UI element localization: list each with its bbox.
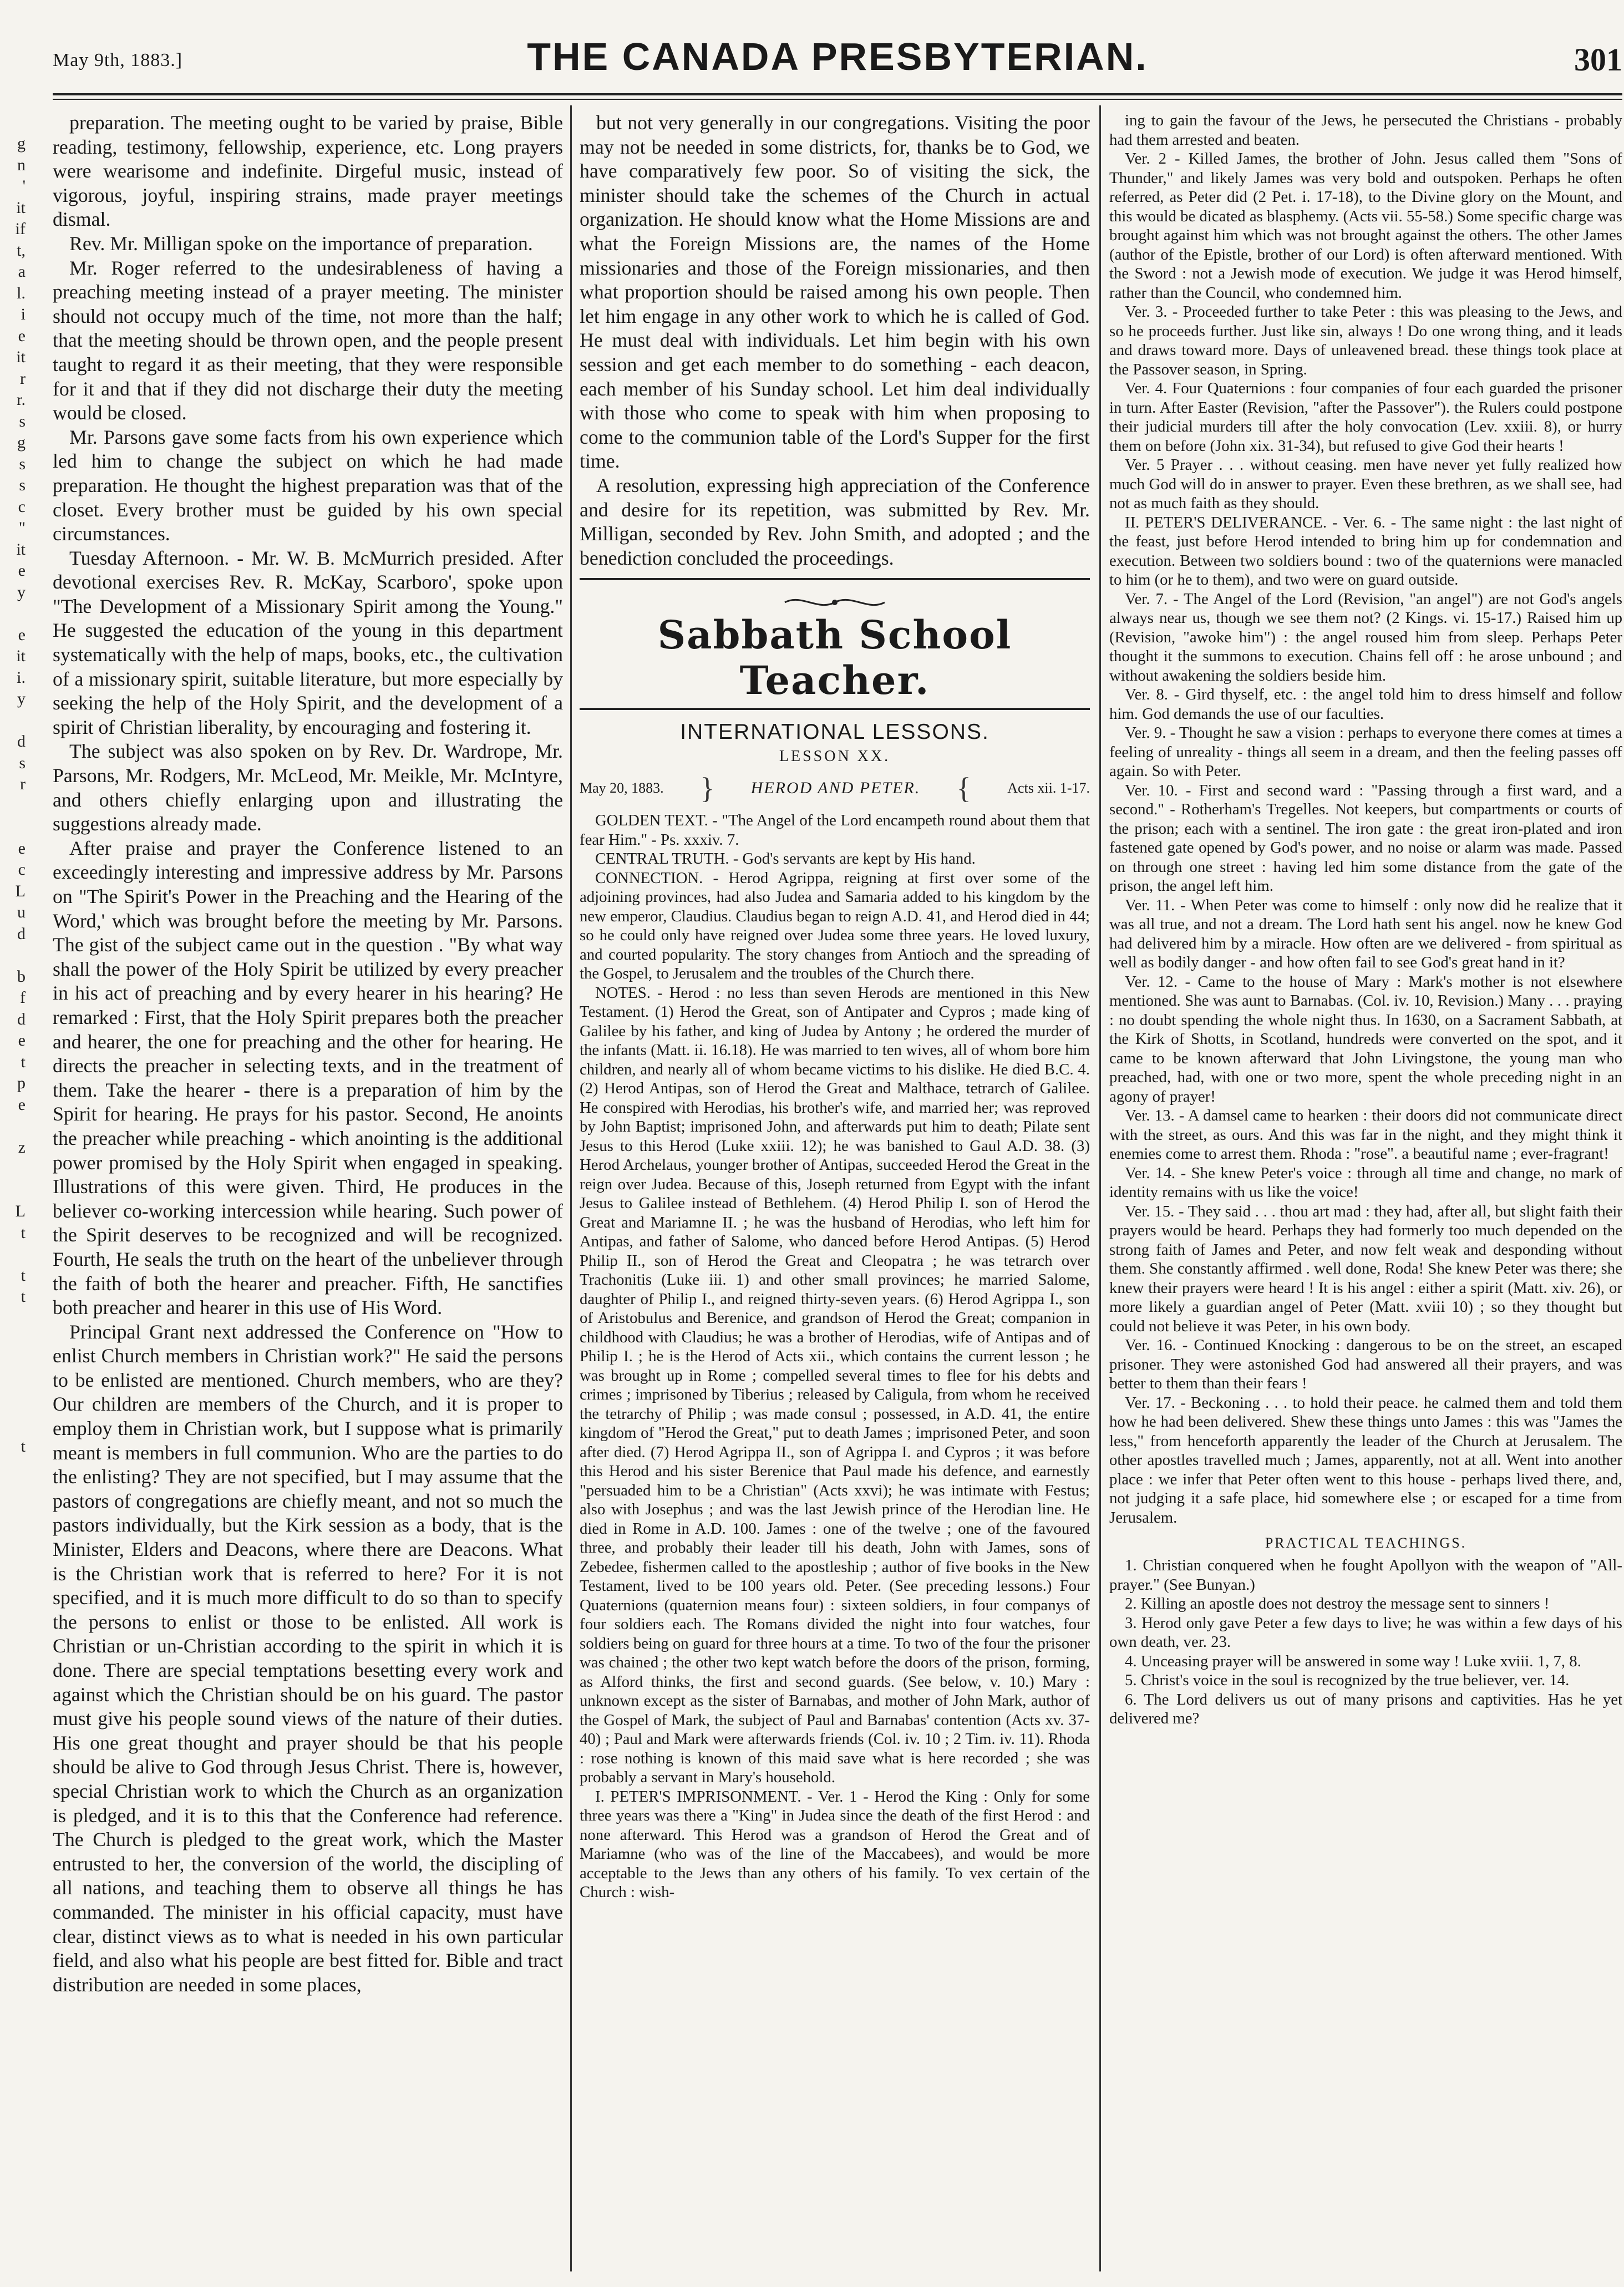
column-rule [1099, 105, 1101, 2271]
column-lesson-verses [1109, 111, 1622, 2274]
facing-page-gutter [0, 133, 26, 2287]
gutter-fragment: e [18, 326, 26, 345]
page-header [53, 22, 1622, 83]
verse-notes [1109, 111, 1622, 1527]
verse-paragraph: Ver. 13. - A damsel came to hearken : their doors did not communicate direct with the street, as ours. And this was far in the night, and they might think it enemies come to arrest them. Rhoda : "rose". a beautiful name ; ever-fragrant! [1109, 1107, 1622, 1163]
gutter-fragment: r [20, 369, 26, 388]
gutter-fragment [0, 1393, 26, 1415]
article-paragraph: Rev. Mr. Milligan spoke on the importance of preparation. [69, 232, 533, 255]
gutter-fragment: d [17, 924, 26, 943]
lesson-paragraph: CENTRAL TRUTH. - God's servants are kept by His hand. [595, 850, 976, 868]
gutter-fragment: t [21, 1437, 26, 1456]
gutter-fragment: ' [22, 177, 26, 195]
gutter-fragment: y [17, 689, 26, 708]
verse-paragraph: Ver. 16. - Continued Knocking : dangerous to be on the street, an escaped prisoner. They were astonished God had answered all their prayers, and was better to them than their fears ! [1109, 1336, 1622, 1392]
practical-list [1109, 1556, 1622, 1728]
gutter-fragment: z [18, 1138, 26, 1157]
issue-date: May 9th, 1883.] [53, 50, 183, 70]
gutter-fragment: t, [17, 241, 26, 260]
gutter-fragment [0, 1308, 26, 1330]
gutter-fragment [0, 1585, 26, 1607]
gutter-fragment [0, 1457, 26, 1479]
verse-paragraph: Ver. 14. - She knew Peter's voice : through all time and change, no mark of identity remains with us like the voice! [1109, 1164, 1622, 1201]
verse-paragraph: Ver. 9. - Thought he saw a vision : perhaps to everyone there comes at times a feeling of unreality - things all seem in a dream, and then the feeling passes off again. So with Peter. [1109, 724, 1622, 780]
gutter-fragment [0, 1158, 26, 1180]
article-paragraph: Principal Grant next addressed the Conference on "How to enlist Church members in Christian work?" He said the persons to be enlisted are mentioned. Church members, who are they? Our children are members of the Church, and it is proper to employ them in Christian work, but I suppose what is primarily meant is members in full communion. Who are the parties to do the enlisting? They are not specified, but I may assume that the pastors of congregations are chiefly meant, and not so much the pastors individually, but the Kirk session as a body, that is the Minister, Elders and Deacons, where there are Deacons. What is the Christian work that is referred to here? For it is not specified, and it is much more difficult to do so than to specify the persons to enlist or those to be enlisted. All work is Christian or un-Christian according to the spirit in which it is done. There are special temptations besetting every work and against which the Christian should be on his guard. The pastor must give his people sound views of the nature of their duties. His one great thought and prayer should be that his people should be alive to God through Jesus Christ. There is, however, special Christian work to which the Church as an organization is pledged, and it is to this that the Conference had reference. The Church is pledged to the great work, which the Master entrusted to her, the conversion of the world, the discipling of all nations, and teaching them to observe all things he has commanded. The minister in his official capacity, must have clear, distinct views as to what is needed in his own particular field, and also what his people are best fitted for. Bible and tract distribution are needed in some places, [53, 1320, 563, 1996]
gutter-fragment [0, 945, 26, 966]
gutter-fragment: e [18, 1095, 26, 1114]
gutter-fragment: g [17, 134, 26, 153]
gutter-fragment: c [18, 497, 26, 516]
lessons-heading: INTERNATIONAL LESSONS. [680, 720, 989, 744]
gutter-fragment [0, 1543, 26, 1564]
gutter-fragment [0, 795, 26, 817]
article-paragraph: Tuesday Afternoon. - Mr. W. B. McMurrich presided. After devotional exercises Rev. R. McKay, Scarboro', spoke upon "The Development of a Missionary Spirit among the Young." He suggested the education of the young in this department systematically with the help of maps, books, etc., the cultivation of a missionary spirit, suitable literature, but more especially by seeking the help of the Holy Spirit, and the development of a spirit of Christian liberality, by encouraging and fostering it. [53, 546, 563, 738]
article-paragraph: preparation. The meeting ought to be varied by praise, Bible reading, testimony, fellowship, experience, etc. Long prayers were wearisome and indefinite. Dirgeful music, instead of vigorous, joyful, inspiring strains, made prayer meetings dismal. [53, 111, 563, 231]
gutter-fragment [0, 1671, 26, 1692]
gutter-fragment: s [19, 412, 26, 430]
lesson-paragraph: I. PETER'S IMPRISONMENT. - Ver. 1 - Herod the King : Only for some three years was there a "King" in Judea since the death of the first Herod : and none afterward. This Herod was a grandson of Herod the Great and of Mariamne (who was of the line of the Maccabees), and would be more acceptable to the Jews than any others of his family. To vex certain of the Church : wish- [580, 1787, 1090, 1901]
verse-paragraph: Ver. 10. - First and second ward : "Passing through a first ward, and a second." - Rotherham's Tregelles. Not keepers, but compartments or courts of the prison; each with a sentinel. The iron gate : the great iron-plated and iron fastened gate opened by God's power, and no noise or alarm was made. Passed on through one street : having led him some distance from the gate of the prison, the angel left him. [1109, 781, 1622, 895]
gutter-fragment: " [18, 519, 26, 537]
verse-paragraph: Ver. 3. - Proceeded further to take Peter : this was pleasing to the Jews, and so he proceeds further. Just like sin, always ! Do one wrong thing, and it leads and draws toward more. Days of unleavened bread. these things took place at the Passover season, in Spring. [1109, 303, 1622, 378]
article-paragraph: Mr. Parsons gave some facts from his own experience which led him to change the subject on which he had made preparation. He thought the highest preparation was that of the closet. Every brother must be guided by his own special circumstances. [53, 425, 563, 545]
verse-paragraph: Ver. 11. - When Peter was come to himself : only now did he realize that it was all true, and not a dream. The Lord hath sent his angel. now he knew God had delivered him by a miracle. How often are we delivered - from spiritual as well as bodily danger - and how often fail to see God's great hand in it? [1109, 896, 1622, 971]
gutter-fragment: l. [17, 283, 26, 302]
gutter-fragment: e [18, 561, 26, 580]
gutter-fragment: L [15, 1202, 26, 1220]
gutter-fragment [0, 710, 26, 732]
gutter-fragment: y [17, 582, 26, 601]
section-banner [580, 578, 1090, 710]
article-paragraph: A resolution, expressing high appreciation of the Conference and desire for its repetition, was submitted by Rev. Mr. Milligan, seconded by Rev. John Smith, and adopted ; and the benediction concluded the proceedings. [580, 474, 1090, 569]
lesson-paragraph: CONNECTION. - Herod Agrippa, reigning at first over some of the adjoining provinces, had also Judea and Samaria added to his kingdom by the new emperor, Claudius. Claudius began to reign A.D. 41, and Herod died in 44; so he could only have reigned over Judea some three years. He loved luxury, and courted popularity. The story changes from Antioch and the spreading of the Gospel, to Jerusalem and the troubles of the Church there. [580, 869, 1090, 983]
practical-teaching-item: 2. Killing an apostle does not destroy the message sent to sinners ! [1125, 1595, 1550, 1612]
gutter-fragment: L [15, 881, 26, 900]
gutter-fragment: g [17, 433, 26, 452]
gutter-fragment [0, 1329, 26, 1351]
lesson-reference: Acts xii. 1-17. [1007, 780, 1090, 797]
masthead-title: THE CANADA PRESBYTERIAN. [527, 35, 1148, 78]
gutter-fragment: it [16, 348, 26, 366]
practical-teaching-item: 1. Christian conquered when he fought Apollyon with the weapon of "All-prayer." (See Bunyan.) [1109, 1556, 1622, 1594]
gutter-fragment [0, 1479, 26, 1500]
gutter-fragment: s [19, 454, 26, 473]
column-conference-report [53, 111, 563, 2274]
gutter-fragment [0, 1244, 26, 1265]
practical-teaching-item: 4. Unceasing prayer will be answered in some way ! Luke xviii. 1, 7, 8. [1125, 1652, 1581, 1670]
column-rule [570, 105, 572, 2271]
gutter-fragment [0, 1522, 26, 1543]
gutter-fragment [0, 1414, 26, 1436]
gutter-fragment: d [17, 1010, 26, 1028]
gutter-fragment [0, 1650, 26, 1671]
practical-teaching-item: 6. The Lord delivers us out of many prisons and captivities. Has he yet delivered me? [1109, 1690, 1622, 1727]
lesson-paragraph: NOTES. - Herod : no less than seven Herods are mentioned in this New Testament. (1) Herod the Great, son of Antipater and Cypros ; made king of Galilee by his father, and king of Judea by Antony ; he ordered the murder of the infants (Matt. ii. 16.18). He was married to ten wives, all of whom bore him children, and nearly all of whom became victims to his dislike. He died B.C. 4. (2) Herod Antipas, son of Herod the Great and Malthace, tetrarch of Galilee. He conspired with Herodias, his brother's wife, and married her; was reproved by John Baptist; imprisoned John, and afterwards put him to death; Pilate sent Jesus to this Herod (Luke xxiii. 12); he was banished to Gaul A.D. 38. (3) Herod Archelaus, younger brother of Antipas, succeeded Herod the Great in the reign over Judea. Because of this, Joseph returned from Egypt with the infant Jesus to Galilee instead of Bethlehem. (4) Herod Philip I. son of Herod the Great and Mariamne II. ; he was the husband of Herodias, who left him for Antipas, and father of Salome, who danced before Herod Antipas. (5) Herod Philip II., son of Herod the Great and Cleopatra ; he was tetrarch over Trachonitis (Luke iii. 1) and other small provinces; he married Salome, daughter of Philip I., and reigned thirty-seven years. (6) Herod Agrippa I., son of Aristobulus and Berenice, and grandson of Herod the Great; companion in childhood with Claudius; he was a brother of Herodias, wife of Antipas and of Philip I. ; he is the Herod of Acts xii., which contains the current lesson ; he was brought up in Rome ; compelled several times to flee for his debts and crimes ; imprisoned by Tiberius ; released by Caligula, from whom he received the tetrarchy of Philip ; was made consul ; possessed, in A.D. 41, the entire kingdom of "Herod the Great," put to death James ; imprisoned Peter, and soon after died. (7) Herod Agrippa II., son of Agrippa I. and Cypros ; it was before this Herod and his sister Berenice that Paul made his defence, and earnestly "persuaded him to be a Christian" (Acts xxvi); he was intimate with Festus; also with Josephus ; and was the last Jewish prince of the Herodian line. He died in Rome in A.D. 100. James : one of the twelve ; one of the favoured three, and probably their leader till his death, John with James, sons of Zebedee, fishermen called to the apostleship ; author of five books in the New Testament, lived to be 100 years old. Peter. (See preceding lessons.) Four Quaternions (quaternion means four) : sixteen soldiers, in four companys of four soldiers each. The Romans divided the night into four watches, four soldiers being on guard for three hours at a time. To two of the four the prisoner was chained ; the other two kept watch before the doors of the prison, forming, as Alford thinks, the first and second guards. (See below, v. 10.) Mary : unknown except as the sister of Barnabas, and mother of John Mark, author of the Gospel of Mark, the subject of Paul and Barnabas' contention (Acts xv. 37-40) ; Paul and Mark were afterwards friends (Col. iv. 10 ; 2 Tim. iv. 11). Rhoda : rose nothing is known of this maid save what is here recorded ; she was probably a servant in Mary's household. [580, 983, 1090, 1787]
gutter-fragment: it [16, 198, 26, 217]
lesson-number: LESSON XX. [779, 748, 891, 765]
gutter-fragment: t [21, 1266, 26, 1285]
gutter-fragment [0, 817, 26, 838]
brace-icon: { [956, 772, 971, 805]
gutter-fragment: e [18, 625, 26, 644]
gutter-fragment: i. [17, 668, 26, 687]
gutter-fragment: p [17, 1074, 26, 1092]
practical-heading: PRACTICAL TEACHINGS. [1265, 1535, 1467, 1551]
gutter-fragment: e [18, 1031, 26, 1049]
gutter-fragment: t [21, 1287, 26, 1306]
practical-teaching-item: 3. Herod only gave Peter a few days to live; he was within a few days of his own death, ver. 23. [1109, 1614, 1622, 1651]
article-paragraph: but not very generally in our congregations. Visiting the poor may not be needed in some districts, for, thanks be to God, we have comparatively few poor. So of visiting the sick, the minister should take the schemes of the Church in actual organization. He should know what the Home Missions are and what the Foreign Missions are, the names of the Home missionaries and those of the Foreign missionaries, and then what proportion should be raised among his own people. Then let him engage in any other work to which he is called of God. He must deal with individuals. Let him begin with his own session and get each member to do something - each deacon, each member of his Sunday school. Let him deal individually with those who come to speak with him when proposing to come to the communion table of the Lord's Supper for the first time. [580, 111, 1090, 473]
gutter-fragment [0, 603, 26, 625]
brace-icon: } [700, 772, 715, 805]
lesson-meta [580, 772, 1090, 805]
header-rule [53, 93, 1622, 100]
verse-paragraph: Ver. 15. - They said . . . thou art mad : they had, after all, but slight faith their prayers would be heard. Perhaps they had formerly too much depended on the strong faith of James and Peter, and now felt weak and desponding without them. She constantly affirmed . well done, Roda! She knew Peter was there; she knew their prayers were heard ! It is his angel : either a spirit (Matt. xiv. 26), or more likely a guardian angel of Peter (Matt. xviii 10) ; so they thought but could not believe it was Peter, in his own body. [1109, 1202, 1622, 1335]
gutter-fragment [0, 1628, 26, 1650]
verse-paragraph: II. PETER'S DELIVERANCE. - Ver. 6. - The same night : the last night of the feast, just before Herod intended to bring him up for condemnation and execution. Between two soldiers bound : two of the quaternions were manacled to him (or he to them), and two were on guard outside. [1109, 513, 1622, 589]
gutter-fragment: n [17, 155, 26, 174]
gutter-fragment: s [19, 476, 26, 494]
lesson-date: May 20, 1883. [580, 780, 664, 797]
gutter-fragment: i [21, 305, 26, 323]
gutter-fragment [0, 1180, 26, 1201]
gutter-fragment: d [17, 732, 26, 750]
gutter-fragment: a [18, 262, 26, 281]
gutter-fragment: s [19, 753, 26, 772]
verse-paragraph: Ver. 17. - Beckoning . . . to hold their peace. he calmed them and told them how he had been delivered. Shew these things unto James : this was "James the less," from henceforth apparently the leader of the Church at Jerusalem. The other apostles travelled much ; James, apparently, not at all. Went into another place : we infer that Peter often went to this house - perhaps lived there, and, not judging it a safe place, hid somewhere else ; or escaped for a time from Jerusalem. [1109, 1393, 1622, 1527]
section-title: Sabbath School Teacher. [657, 612, 1012, 704]
ornament-flourish-icon [779, 592, 890, 612]
verse-paragraph: Ver. 8. - Gird thyself, etc. : the angel told him to dress himself and follow him. God demands the use of our faculties. [1109, 686, 1622, 723]
gutter-fragment: t [21, 1052, 26, 1071]
gutter-fragment [0, 1692, 26, 1714]
practical-teaching-item: 5. Christ's voice in the soul is recognized by the true believer, ver. 14. [1125, 1671, 1570, 1689]
gutter-fragment: b [17, 967, 26, 986]
gutter-fragment: it [16, 647, 26, 665]
gutter-fragment: it [16, 540, 26, 559]
lesson-paragraph: GOLDEN TEXT. - "The Angel of the Lord encampeth round about them that fear Him." - Ps. xxxiv. 7. [580, 812, 1090, 849]
gutter-fragment: u [17, 903, 26, 921]
gutter-fragment [0, 1372, 26, 1393]
verse-paragraph: Ver. 4. Four Quaternions : four companies of four each guarded the prisoner in turn. After Easter (Revision, "after the Passover"). the Rulers could postpone their judicial murders till after the holy convocation (Lev. xxiii. 8), or hurry them on before (John xix. 31-34), but refused to give God their hearts ! [1109, 379, 1622, 455]
column-sabbath-school [580, 111, 1090, 2274]
gutter-fragment [0, 1607, 26, 1629]
article-paragraph: The subject was also spoken on by Rev. Dr. Wardrope, Mr. Parsons, Mr. Rodgers, Mr. McLeod, Mr. Meikle, Mr. McIntyre, and others chiefly enlarging upon and illustrating the suggestions already made. [53, 740, 563, 835]
gutter-fragment [0, 1351, 26, 1372]
gutter-fragment: r. [17, 391, 26, 409]
verse-paragraph: ing to gain the favour of the Jews, he persecuted the Christians - probably had them arrested and beaten. [1109, 111, 1622, 149]
lesson-subject: HEROD AND PETER. [750, 779, 921, 798]
verse-paragraph: Ver. 2 - Killed James, the brother of John. Jesus called them "Sons of Thunder," and likely James was very bold and outspoken. Perhaps he often referred, as Peter did (2 Pet. i. 17-18), to the Divine glory on the Mount, and this would be dicated as blasphemy. (Acts vii. 55-58.) Some specific charge was brought against him which was not brought against the others. The other James (author of the Epistle, brother of our Lord) is often afterward mentioned. With the Sword : not a Jewish mode of execution. We judge it was Herod himself, rather than the Council, who condemned him. [1109, 150, 1622, 302]
gutter-fragment: if [15, 220, 26, 238]
gutter-fragment: f [20, 988, 26, 1007]
verse-paragraph: Ver. 12. - Came to the house of Mary : Mark's mother is not elsewhere mentioned. She was aunt to Barnabas. (Col. iv. 10, Revision.) Many . . . praying : no doubt spending the whole night thus. In 1630, on a Sacrament Sabbath, at the Kirk of Shotts, in Scotland, hundreds were converted on the spot, and it came to be known afterward that John Livingstone, the young man who preached, had, with one or two more, spent the whole preceding night in an agony of prayer! [1109, 972, 1622, 1106]
verse-paragraph: Ver. 7. - The Angel of the Lord (Revision, "an angel") are not God's angels always near us, though we see them not? (2 Kings. vi. 15-17.) Raised him up (Revision, "awoke him") : the angel roused him from sleep. Perhaps Peter thought it the summons to execution. Chains fell off : he arose unbound ; and without awakening the soldiers beside him. [1109, 590, 1622, 684]
lesson-notes [580, 811, 1090, 1902]
verse-paragraph: Ver. 5 Prayer . . . without ceasing. men have never yet fully realized how much God will do in answer to prayer. Even these brethren, as we shall see, had not as much faith as they should. [1109, 456, 1622, 512]
gutter-fragment: e [18, 839, 26, 858]
gutter-fragment: r [20, 775, 26, 793]
article-paragraph: Mr. Roger referred to the undesirableness of having a preaching meeting instead of a prayer meeting. The minister should not occupy much of the time, not more than the half; that the meeting should be thrown open, and the people present taught to regard it as their meeting, that they were responsible for it and that if they did not discharge their duty the meeting would be closed. [53, 256, 563, 424]
page-number: 301 [1574, 42, 1622, 78]
gutter-fragment [0, 1115, 26, 1137]
article-paragraph: After praise and prayer the Conference listened to an exceedingly interesting and impressive address by Mr. Parsons on "The Spirit's Power in the Preaching and the Hearing of the Word,' which was brought before the meeting by Mr. Parsons. The gist of the subject came out in the question . "By what way shall the power of the Holy Spirit be utilized by every preacher in his act of preaching and by every hearer in his hearing? He remarked : First, that the Holy Spirit prepares both the preacher and hearer, the one for preaching and the other for hearing. He directs the preacher in selecting texts, and in the treatment of them. Take the hearer - there is a preparation of him by the Spirit for hearing. He prays for his pastor. Second, He anoints the preacher while preaching - which anointing is the additional power promised by the Holy Spirit when engaged in speaking. Illustrations of this were given. Third, He produces in the believer co-working intercession while hearing. Such power of the Spirit deserves to be recognized and will be recognized. Fourth, He seals the truth on the heart of the unbeliever through the faith of both the hearer and preacher. Fifth, He sanctifies both preacher and hearer in this use of His Word. [53, 836, 563, 1319]
gutter-fragment: t [21, 1223, 26, 1242]
gutter-fragment: c [18, 860, 26, 879]
conference-report-continued [580, 111, 1090, 570]
gutter-fragment [0, 1500, 26, 1522]
gutter-fragment [0, 1564, 26, 1586]
